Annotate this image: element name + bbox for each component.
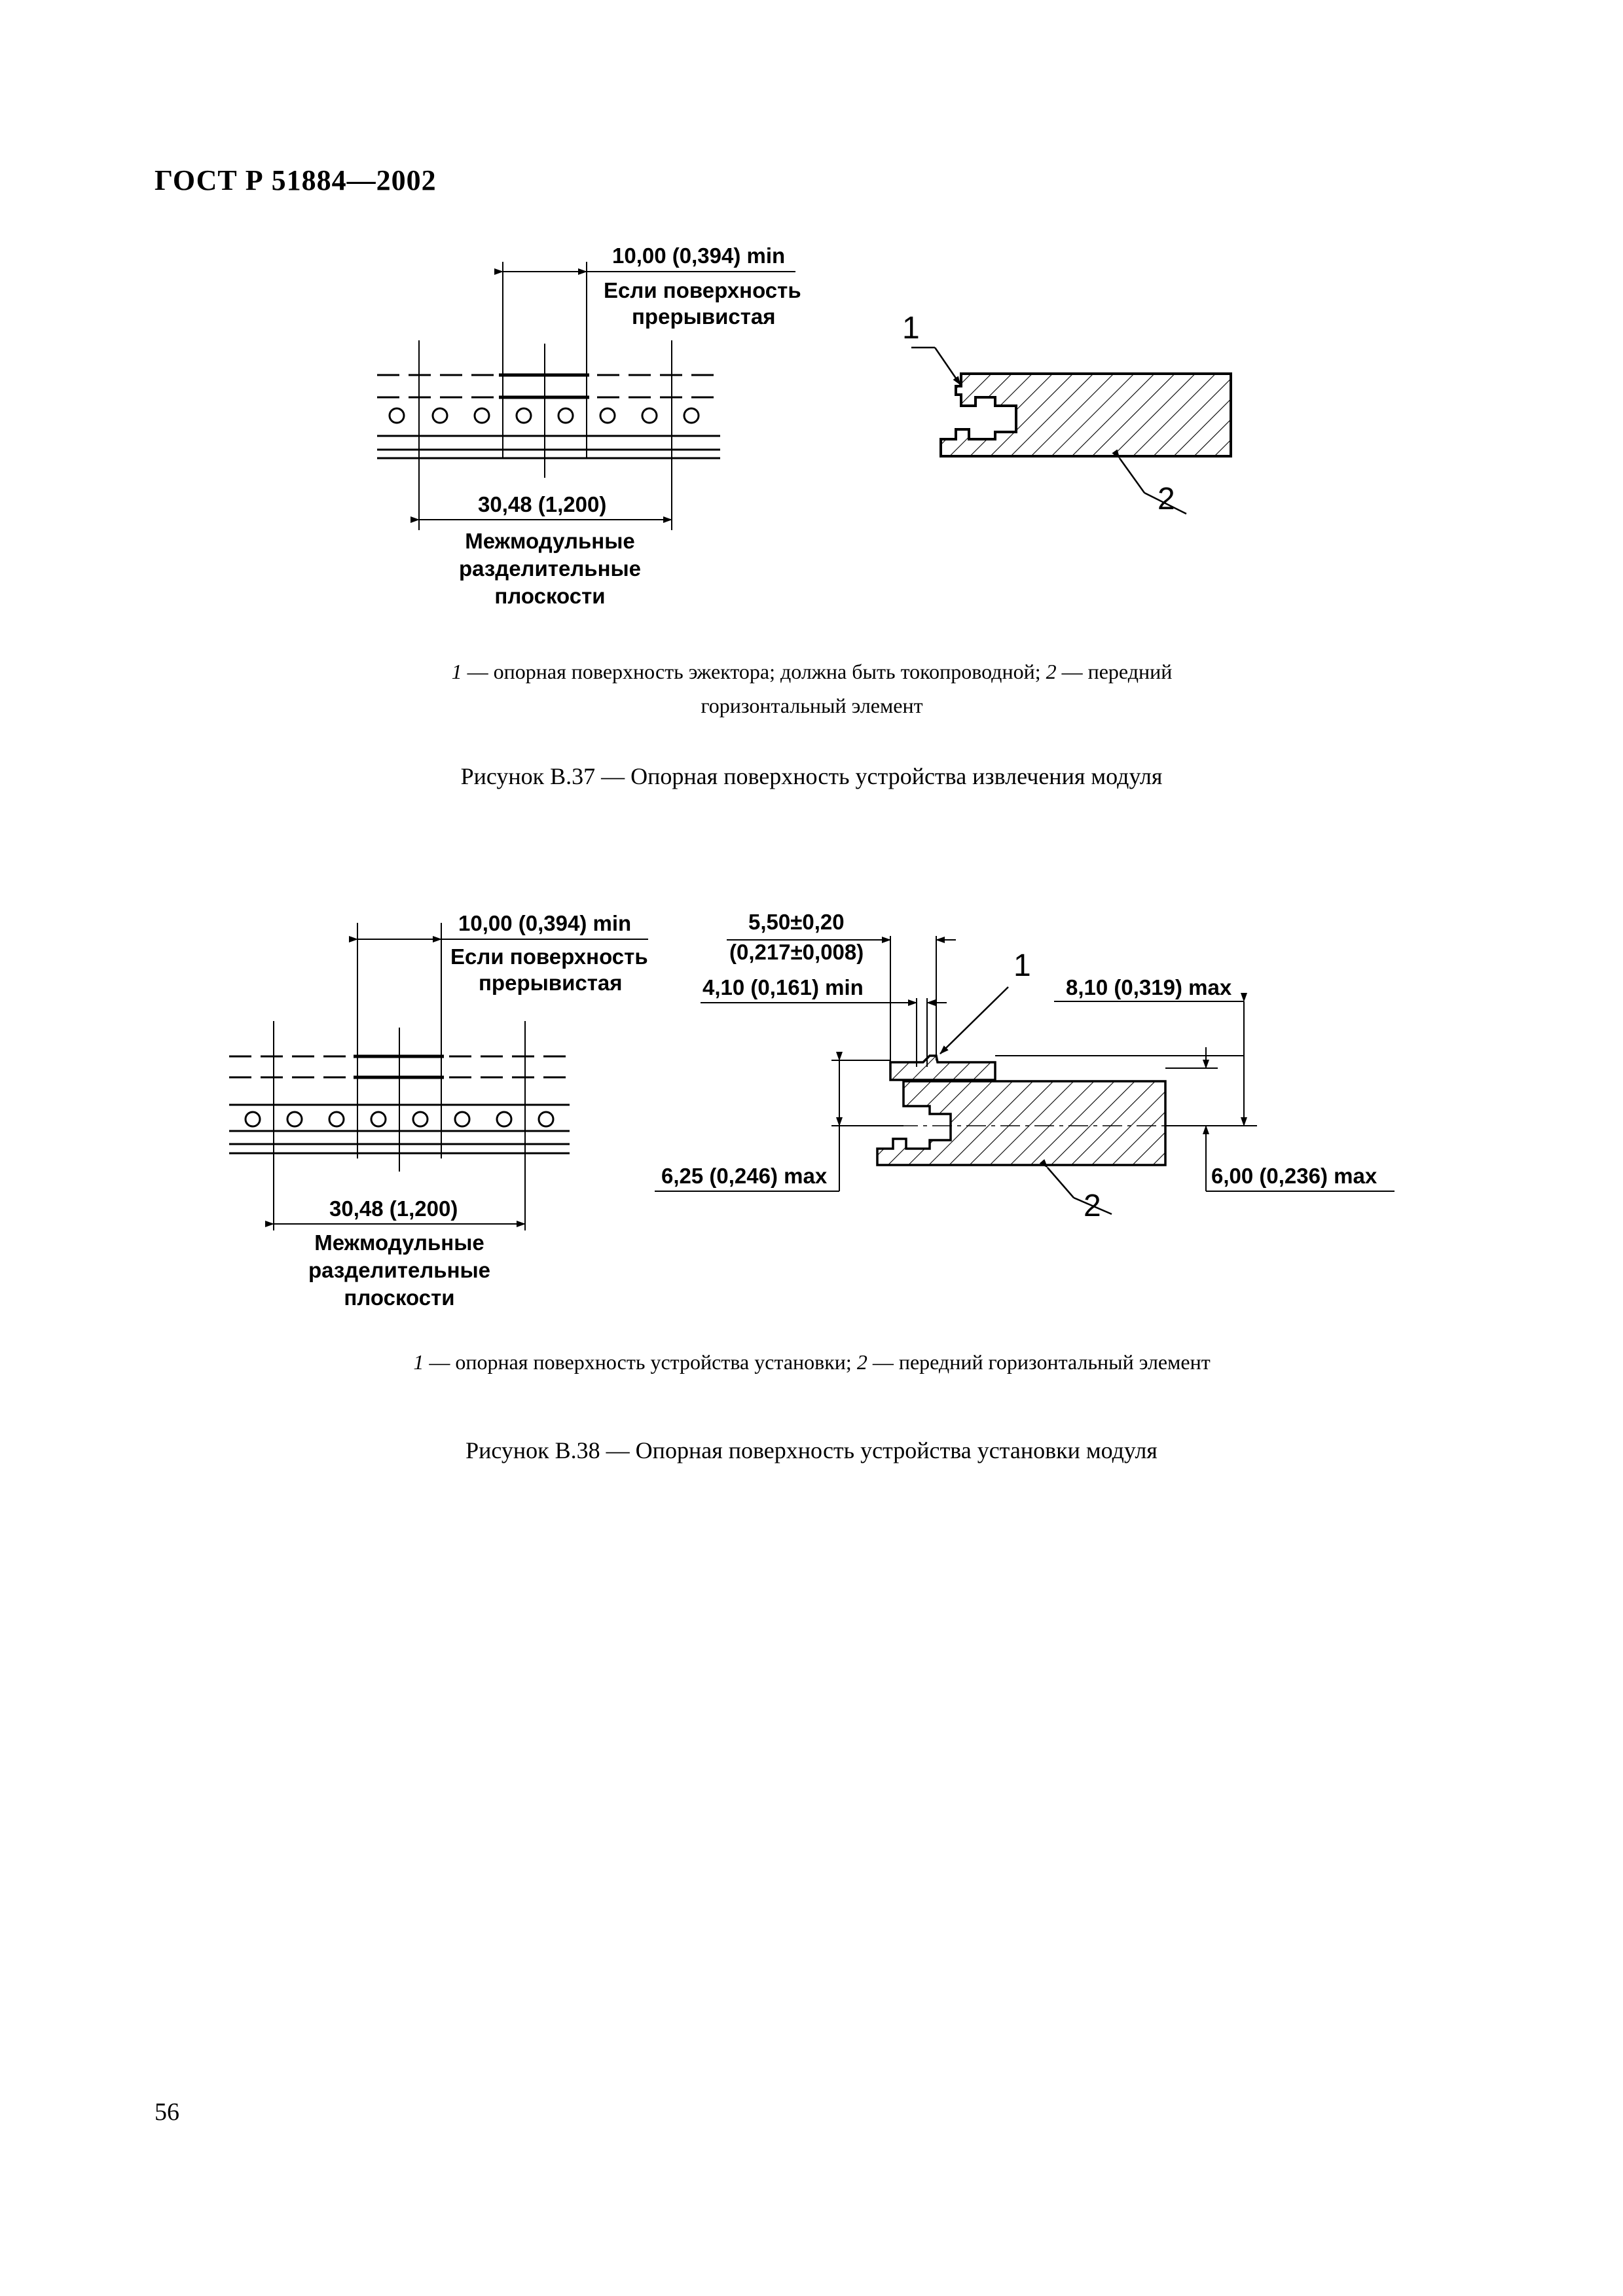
figure-b38-legend — [288, 1345, 1336, 1379]
dim-top-note-2: прерывистая — [632, 304, 776, 329]
dim-bottom-note — [445, 528, 655, 610]
dim-6-00: 6,00 (0,236) max — [1211, 1164, 1377, 1188]
figure-b38-caption: Рисунок В.38 — Опорная поверхность устройства установки модуля — [465, 1437, 1158, 1463]
dim-bottom-note-1: Межмодульные — [465, 529, 635, 553]
dim-bottom-note-3: плоскости — [344, 1285, 455, 1310]
legend-line-2: горизонтальный элемент — [701, 694, 923, 717]
figure-b38 — [0, 851, 1623, 1505]
dim-bottom-note-2: разделительные — [308, 1258, 491, 1282]
dim-4-10: 4,10 (0,161) min — [702, 975, 864, 999]
figure-b37-caption: Рисунок В.37 — Опорная поверхность устройства извлечения модуля — [460, 763, 1163, 789]
dim-top: 10,00 (0,394) min — [612, 243, 786, 268]
dim-bottom: 30,48 (1,200) — [329, 1196, 458, 1221]
page-number: 56 — [155, 2098, 179, 2126]
dim-bottom-note-1: Межмодульные — [314, 1230, 484, 1255]
legend-text-1: — опорная поверхность устройства установки; — [424, 1350, 857, 1374]
dim-6-25: 6,25 (0,246) max — [661, 1164, 828, 1188]
dim-top-note-2: прерывистая — [479, 971, 623, 995]
dim-bottom: 30,48 (1,200) — [478, 492, 607, 516]
callout-2: 2 — [1158, 482, 1175, 516]
dim-top: 10,00 (0,394) min — [458, 911, 632, 935]
legend-text-2: — передний — [1056, 660, 1173, 683]
figure-b37 — [0, 0, 1623, 818]
callout-1: 1 — [1013, 948, 1031, 983]
dim-bottom-note-3: плоскости — [494, 584, 606, 608]
document-header: ГОСТ Р 51884—2002 — [155, 164, 437, 196]
legend-text-2: — передний горизонтальный элемент — [867, 1350, 1211, 1374]
dim-5-50: 5,50±0,20 — [748, 910, 845, 934]
callout-1: 1 — [902, 311, 920, 346]
legend-num-1: 1 — [413, 1350, 424, 1374]
callout-2: 2 — [1084, 1189, 1101, 1223]
dim-top-note-1: Если поверхность — [450, 944, 648, 969]
dim-8-10: 8,10 (0,319) max — [1066, 975, 1232, 999]
dim-bottom-note-2: разделительные — [458, 556, 642, 581]
legend-num-2: 2 — [1046, 660, 1057, 683]
figure-b37-legend — [367, 655, 1257, 723]
legend-num-2: 2 — [856, 1350, 867, 1374]
dim-bottom-note — [295, 1229, 504, 1312]
dim-top-note-1: Если поверхность — [604, 278, 801, 302]
dim-5-50-inch: (0,217±0,008) — [729, 940, 864, 964]
ejector-section — [911, 348, 1231, 514]
legend-num-1: 1 — [451, 660, 462, 683]
legend-text-1: — опорная поверхность эжектора; должна быть токопроводной; — [462, 660, 1046, 683]
